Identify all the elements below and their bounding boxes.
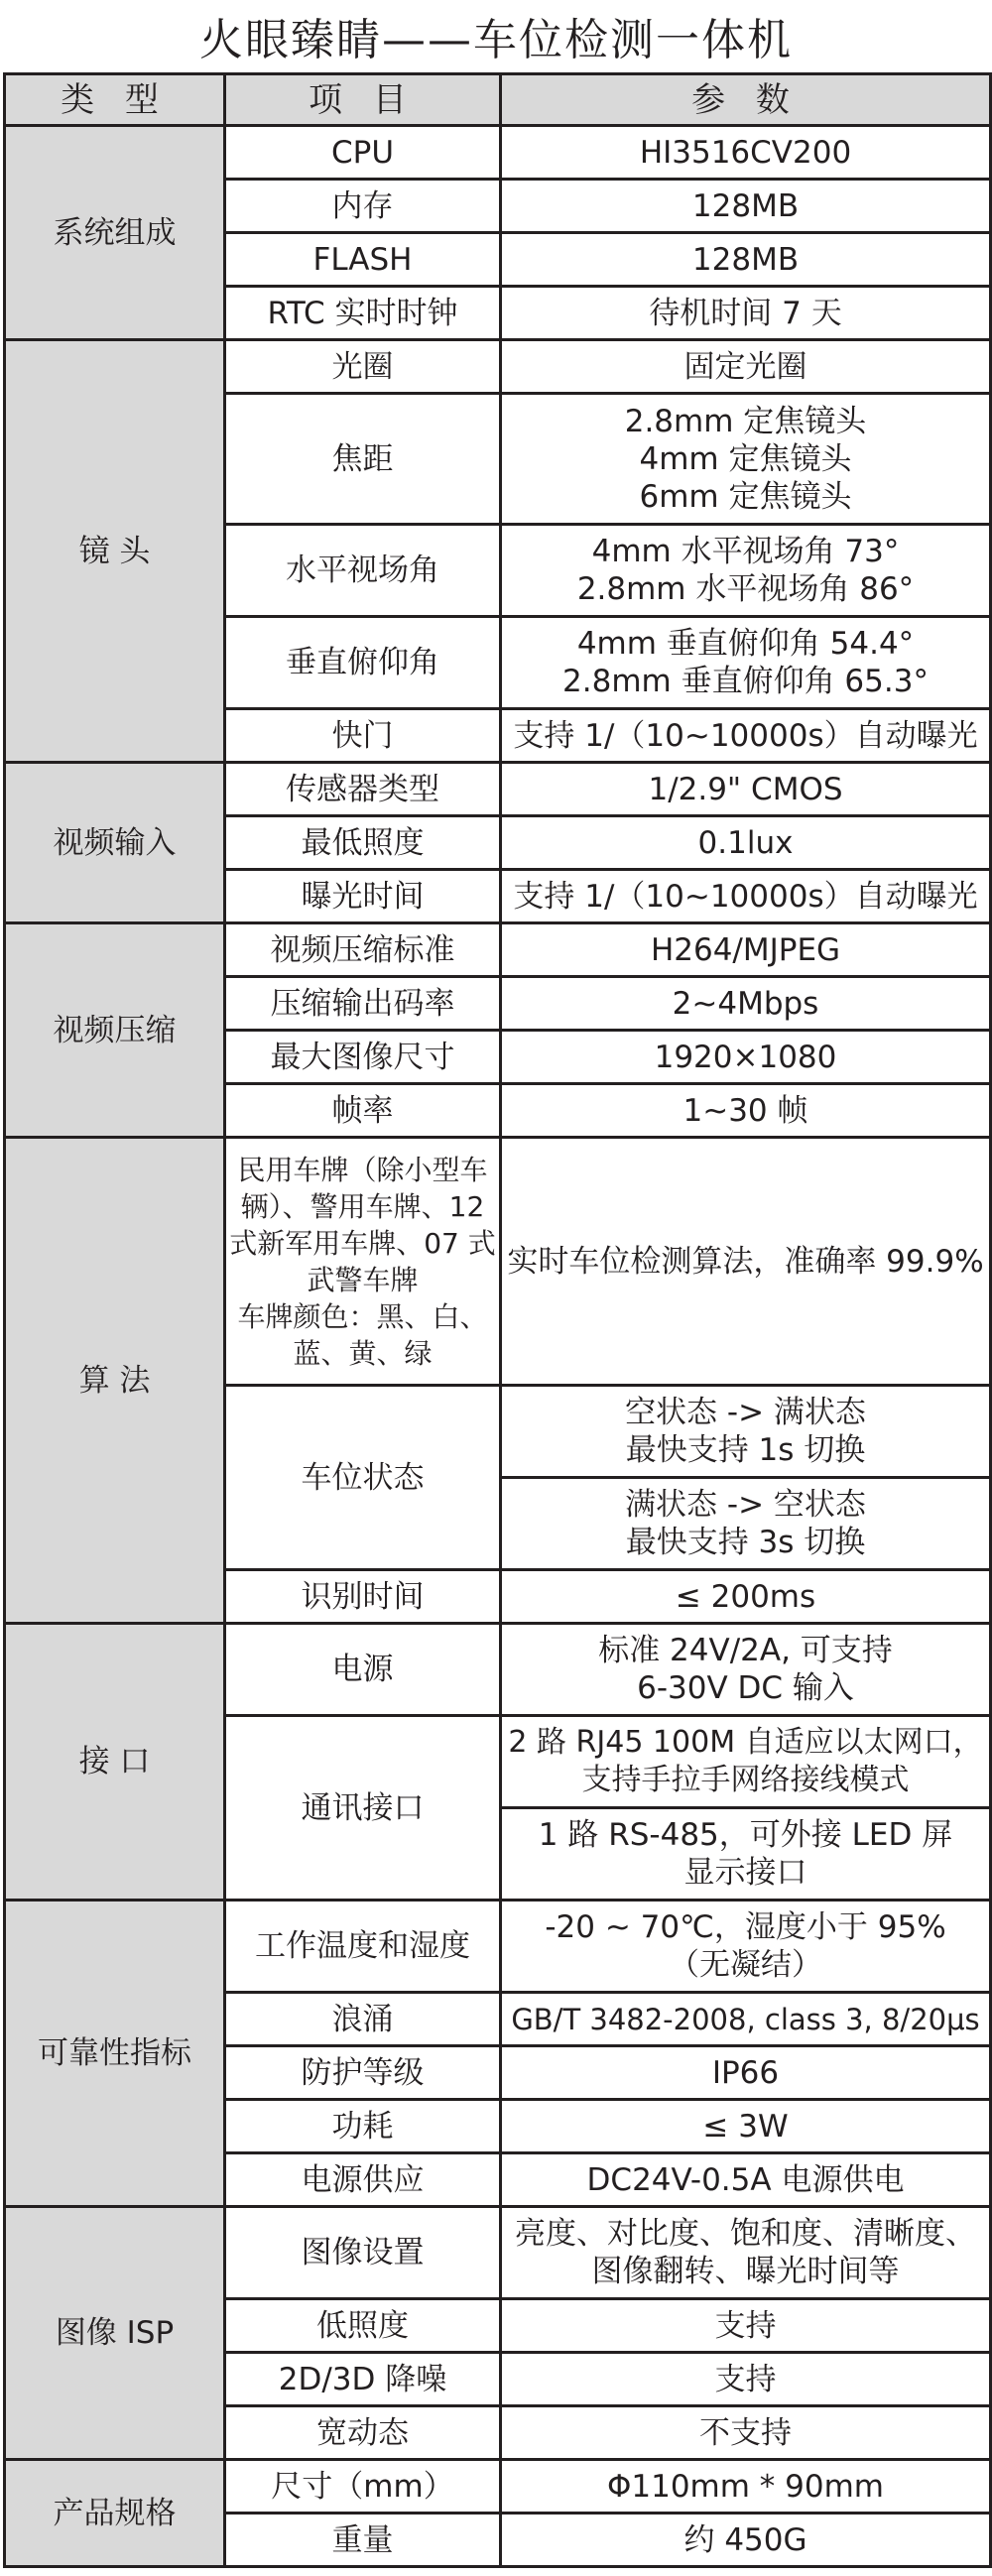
item-cell: 最大图像尺寸: [225, 1031, 501, 1084]
value-cell: 支持 1/（10~10000s）自动曝光: [501, 870, 991, 923]
table-row: [5, 340, 991, 394]
value-cell: 1/2.9" CMOS: [501, 763, 991, 816]
item-cell: 视频压缩标准: [225, 923, 501, 977]
value-cell: 0.1lux: [501, 816, 991, 870]
header-type: 类 型: [5, 74, 225, 126]
value-cell: 1920×1080: [501, 1031, 991, 1084]
item-cell: 车位状态: [225, 1386, 501, 1570]
category-algorithm: 算 法: [5, 1138, 225, 1624]
value-cell: 1~30 帧: [501, 1084, 991, 1138]
header-param: 参 数: [501, 74, 991, 126]
category-reliability: 可靠性指标: [5, 1901, 225, 2207]
item-cell: 电源: [225, 1624, 501, 1716]
category-video-input: 视频输入: [5, 763, 225, 923]
item-cell: 重量: [225, 2514, 501, 2567]
category-system: 系统组成: [5, 126, 225, 340]
value-cell: 4mm 水平视场角 73° 2.8mm 水平视场角 86°: [501, 525, 991, 617]
item-cell: FLASH: [225, 233, 501, 287]
category-video-compression: 视频压缩: [5, 923, 225, 1138]
item-cell: RTC 实时时钟: [225, 287, 501, 340]
item-cell: 通讯接口: [225, 1716, 501, 1901]
table-row: [5, 1901, 991, 1993]
value-cell: 空状态 -> 满状态 最快支持 1s 切换: [501, 1386, 991, 1478]
item-cell: 防护等级: [225, 2046, 501, 2100]
value-cell: H264/MJPEG: [501, 923, 991, 977]
item-cell: 浪涌: [225, 1993, 501, 2046]
item-cell: 快门: [225, 709, 501, 763]
value-cell: DC24V-0.5A 电源供电: [501, 2153, 991, 2207]
category-product-spec: 产品规格: [5, 2460, 225, 2567]
item-cell: 最低照度: [225, 816, 501, 870]
value-cell: IP66: [501, 2046, 991, 2100]
table-row: [5, 1624, 991, 1716]
table-row: [5, 2207, 991, 2299]
category-image-isp: 图像 ISP: [5, 2207, 225, 2460]
item-cell: 工作温度和湿度: [225, 1901, 501, 1993]
value-cell: 约 450G: [501, 2514, 991, 2567]
value-cell: ≤ 3W: [501, 2100, 991, 2153]
item-cell: 帧率: [225, 1084, 501, 1138]
spec-table: [3, 72, 992, 2568]
item-cell: 尺寸（mm）: [225, 2460, 501, 2514]
table-row: [5, 2460, 991, 2514]
category-lens: 镜 头: [5, 340, 225, 763]
item-cell: 低照度: [225, 2299, 501, 2353]
header-item: 项 目: [225, 74, 501, 126]
item-cell: 图像设置: [225, 2207, 501, 2299]
table-row: [5, 1138, 991, 1386]
category-interface: 接 口: [5, 1624, 225, 1901]
item-cell: 焦距: [225, 394, 501, 525]
page-title: 火眼臻睛——车位检测一体机: [199, 15, 793, 65]
value-cell: 2 路 RJ45 100M 自适应以太网口，支持手拉手网络接线模式: [501, 1716, 991, 1808]
table-row: [5, 763, 991, 816]
item-cell: 传感器类型: [225, 763, 501, 816]
value-cell: 2~4Mbps: [501, 977, 991, 1031]
item-cell: 垂直俯仰角: [225, 617, 501, 709]
item-cell: 压缩输出码率: [225, 977, 501, 1031]
item-cell: 内存: [225, 180, 501, 233]
value-cell: 支持: [501, 2299, 991, 2353]
item-cell: 识别时间: [225, 1570, 501, 1624]
value-cell: 固定光圈: [501, 340, 991, 394]
item-cell: 功耗: [225, 2100, 501, 2153]
value-cell: 128MB: [501, 180, 991, 233]
value-cell: HI3516CV200: [501, 126, 991, 180]
table-row: [5, 126, 991, 180]
value-cell: ≤ 200ms: [501, 1570, 991, 1624]
value-cell: 满状态 -> 空状态 最快支持 3s 切换: [501, 1478, 991, 1570]
item-cell: 光圈: [225, 340, 501, 394]
value-cell: 2.8mm 定焦镜头 4mm 定焦镜头 6mm 定焦镜头: [501, 394, 991, 525]
value-cell: 128MB: [501, 233, 991, 287]
value-cell: 支持: [501, 2353, 991, 2406]
value-cell: 不支持: [501, 2406, 991, 2460]
value-cell: -20 ~ 70℃，湿度小于 95% （无凝结）: [501, 1901, 991, 1993]
item-cell: 曝光时间: [225, 870, 501, 923]
value-cell: 1 路 RS-485，可外接 LED 屏 显示接口: [501, 1808, 991, 1901]
item-cell: 水平视场角: [225, 525, 501, 617]
item-cell: 2D/3D 降噪: [225, 2353, 501, 2406]
item-cell: CPU: [225, 126, 501, 180]
item-cell: 宽动态: [225, 2406, 501, 2460]
value-cell: GB/T 3482-2008, class 3, 8/20μs: [501, 1993, 991, 2046]
table-row: [5, 923, 991, 977]
value-cell: 待机时间 7 天: [501, 287, 991, 340]
value-cell: 标准 24V/2A, 可支持 6-30V DC 输入: [501, 1624, 991, 1716]
value-cell: 4mm 垂直俯仰角 54.4° 2.8mm 垂直俯仰角 65.3°: [501, 617, 991, 709]
item-cell: 电源供应: [225, 2153, 501, 2207]
value-cell: Φ110mm * 90mm: [501, 2460, 991, 2514]
item-cell: 民用车牌（除小型车辆）、警用车牌、12 式新军用车牌、07 式武警车牌 车牌颜色：黑、白、蓝、黄、绿: [225, 1138, 501, 1386]
table-header-row: [5, 74, 991, 126]
value-cell: 亮度、对比度、饱和度、清晰度、 图像翻转、曝光时间等: [501, 2207, 991, 2299]
value-cell: 实时车位检测算法，准确率 99.9%: [501, 1138, 991, 1386]
value-cell: 支持 1/（10~10000s）自动曝光: [501, 709, 991, 763]
